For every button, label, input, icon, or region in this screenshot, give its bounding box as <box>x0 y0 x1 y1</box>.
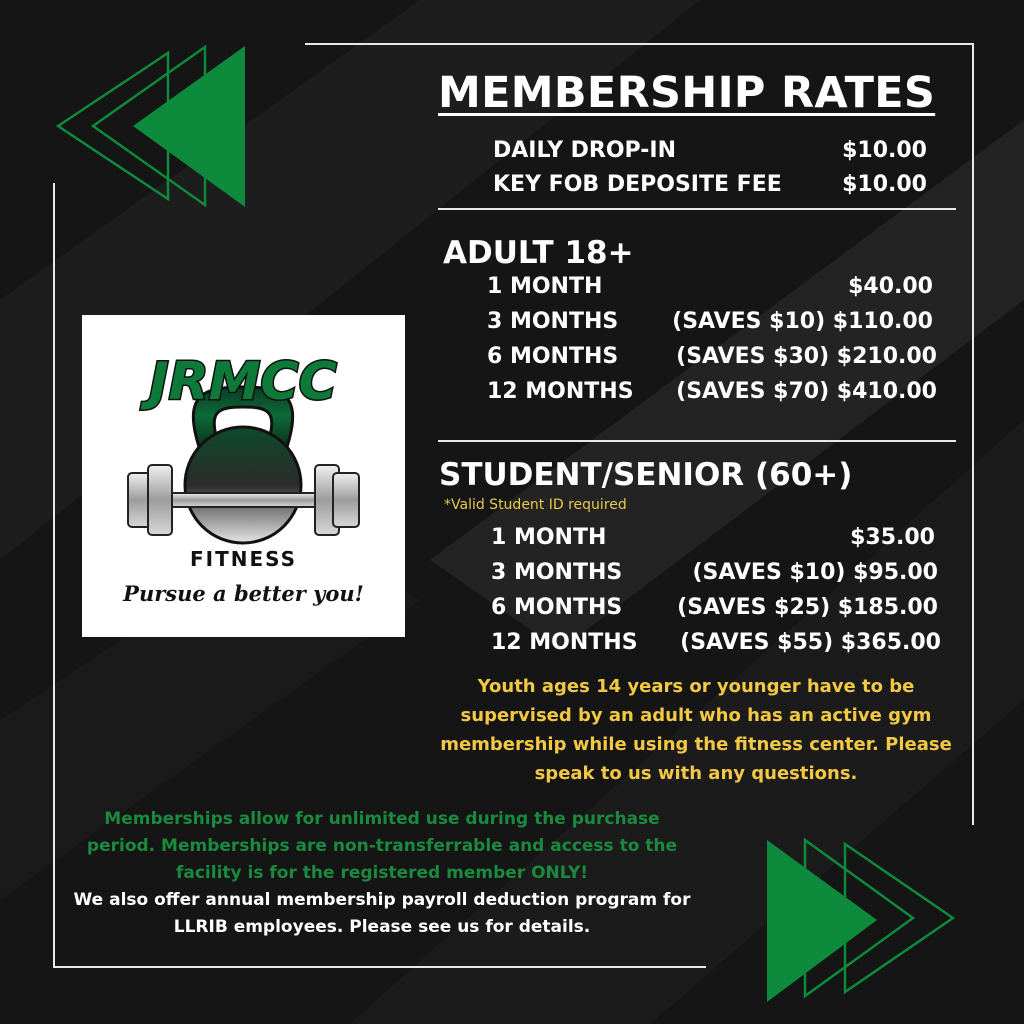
plan-label: 1 MONTH <box>491 525 607 550</box>
frame-right-line <box>972 43 974 825</box>
plan-price: (SAVES $25) $185.00 <box>677 595 938 620</box>
plan-price: $35.00 <box>850 525 935 550</box>
plan-price: $40.00 <box>848 274 933 299</box>
adult-plan-row <box>487 379 937 404</box>
right-arrows-decoration <box>763 836 958 1006</box>
adult-heading: ADULT 18+ <box>443 235 634 271</box>
student-plan-row <box>491 630 941 655</box>
student-plan-row <box>491 560 938 585</box>
plan-price: (SAVES $55) $365.00 <box>680 630 941 655</box>
youth-note: Youth ages 14 years or younger have to be supervised by an adult who has an active gym membership while using the fitness center. Please speak to us with any questions. <box>440 676 952 784</box>
rate-row-daily <box>493 138 927 163</box>
rate-label: DAILY DROP-IN <box>493 138 677 163</box>
frame-left-line <box>53 183 55 968</box>
student-id-note: *Valid Student ID required <box>444 497 627 513</box>
rate-price: $10.00 <box>842 138 927 163</box>
divider-1 <box>438 208 956 210</box>
page-title: MEMBERSHIP RATES <box>438 68 936 118</box>
adult-plan-row <box>487 309 933 334</box>
payroll-note: We also offer annual membership payroll deduction program for LLRIB employees. Please see us for details. <box>73 890 691 937</box>
student-plan-row <box>491 525 935 550</box>
rate-row-keyfob <box>493 172 927 197</box>
student-plan-row <box>491 595 938 620</box>
student-heading: STUDENT/SENIOR (60+) <box>439 457 853 493</box>
plan-price: (SAVES $70) $410.00 <box>676 379 937 404</box>
logo-brand: JRMCC <box>149 352 337 412</box>
membership-terms-note: Memberships allow for unlimited use during the purchase period. Memberships are non-transferrable and access to the facility is for the registered member ONLY! <box>86 809 678 883</box>
logo-fitness-label: FITNESS <box>189 547 298 571</box>
left-arrows-decoration <box>55 43 250 211</box>
plan-label: 6 MONTHS <box>491 595 623 620</box>
rate-price: $10.00 <box>842 172 927 197</box>
plan-price: (SAVES $10) $110.00 <box>672 309 933 334</box>
plan-label: 12 MONTHS <box>487 379 634 404</box>
plan-label: 6 MONTHS <box>487 344 619 369</box>
plan-label: 12 MONTHS <box>491 630 638 655</box>
plan-price: (SAVES $30) $210.00 <box>676 344 937 369</box>
jrmcc-logo <box>82 315 405 637</box>
divider-2 <box>438 440 956 442</box>
frame-bottom-line <box>53 966 706 968</box>
plan-label: 3 MONTHS <box>491 560 623 585</box>
plan-label: 3 MONTHS <box>487 309 619 334</box>
rate-label: KEY FOB DEPOSITE FEE <box>493 172 782 197</box>
adult-plan-row <box>487 274 933 299</box>
plan-price: (SAVES $10) $95.00 <box>692 560 938 585</box>
plan-label: 1 MONTH <box>487 274 603 299</box>
logo-brand-text <box>82 333 405 433</box>
frame-top-line <box>305 43 974 45</box>
logo-tagline: Pursue a better you! <box>123 581 364 606</box>
adult-plan-row <box>487 344 937 369</box>
